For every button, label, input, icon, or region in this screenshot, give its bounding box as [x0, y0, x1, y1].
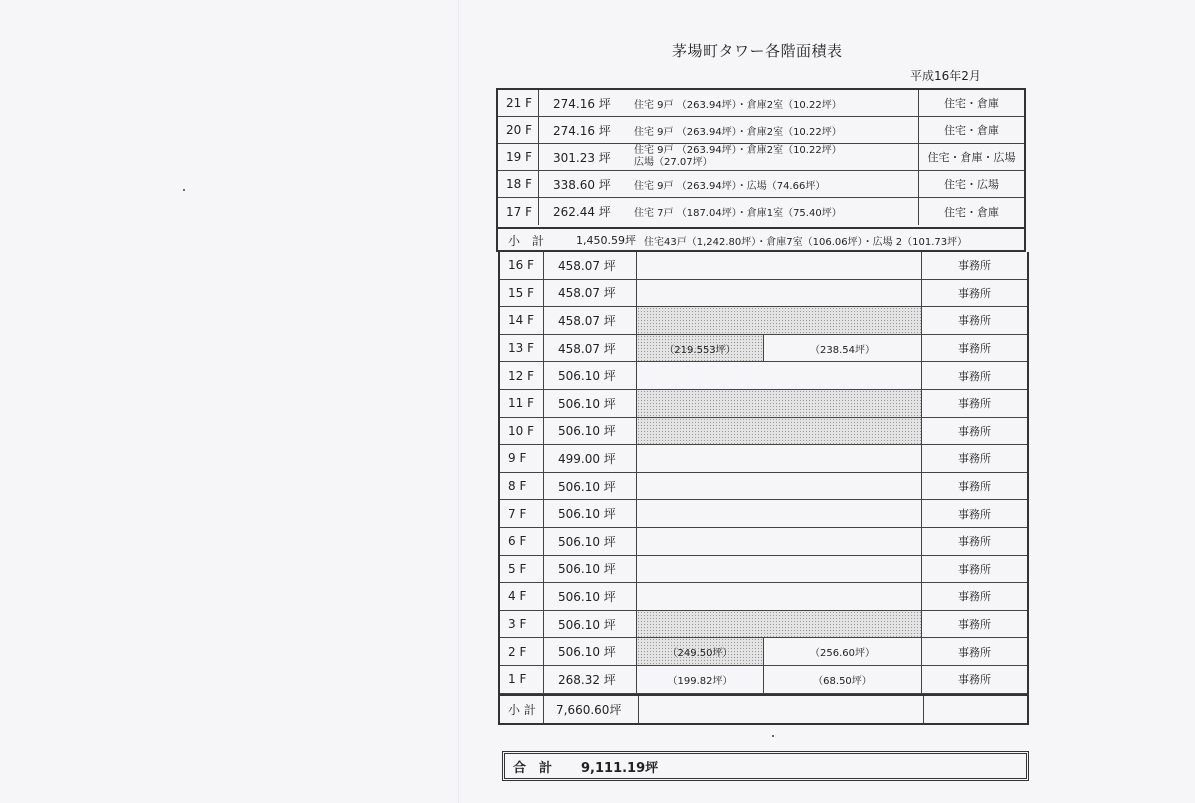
split-left-area: （199.82坪）: [636, 666, 763, 693]
floor-area: 506.10 坪: [543, 418, 636, 445]
floor-row: [500, 556, 1027, 584]
floor-row: [500, 418, 1027, 446]
floor-use: 事務所: [921, 473, 1027, 500]
floor-use: 住宅・倉庫: [918, 198, 1024, 225]
floor-use: 住宅・倉庫: [918, 117, 1024, 143]
floor-area: 506.10 坪: [543, 583, 636, 610]
floor-label: 6 F: [508, 534, 527, 549]
floor-use: 事務所: [921, 445, 1027, 472]
floor-area: 499.00 坪: [543, 445, 636, 472]
floor-description: 住宅 7戸 （187.04坪）・倉庫1室（75.40坪）: [634, 208, 842, 219]
floor-label: 4 F: [508, 589, 527, 604]
floor-plan-band: [636, 390, 921, 417]
floor-use: 住宅・倉庫・広場: [918, 144, 1024, 170]
floor-label: 20 F: [506, 123, 532, 137]
floor-row: [500, 445, 1027, 473]
floor-label: 5 F: [508, 561, 527, 576]
floor-description-line1: 住宅 9戸 （263.94坪）・倉庫2室（10.22坪）: [634, 145, 842, 156]
grand-total-area: 9,111.19坪: [581, 760, 659, 776]
floor-label: 3 F: [508, 617, 527, 632]
floor-use: 事務所: [921, 280, 1027, 307]
subtotal-office-blank: [638, 696, 923, 723]
floor-row: [500, 666, 1027, 694]
floor-row: [500, 638, 1027, 666]
subtotal-office-area: 7,660.60坪: [543, 696, 638, 723]
floor-description-line2: 広場（27.07坪）: [634, 157, 713, 168]
floor-use: 事務所: [921, 390, 1027, 417]
floor-row: [498, 144, 1024, 171]
subtotal-office-row: [500, 694, 1027, 723]
split-left-area: （219.553坪）: [636, 335, 763, 362]
split-right-area: （238.54坪）: [763, 335, 921, 362]
floor-area: 506.10 坪: [543, 390, 636, 417]
floor-row: [500, 335, 1027, 363]
floor-area: 506.10 坪: [543, 500, 636, 527]
floor-row: [500, 252, 1027, 280]
floor-label: 2 F: [508, 644, 527, 659]
floor-area: 506.10 坪: [543, 473, 636, 500]
floor-area: 274.16 坪: [538, 90, 626, 116]
floor-area: 458.07 坪: [543, 280, 636, 307]
floor-row: [500, 500, 1027, 528]
floor-row: [500, 528, 1027, 556]
floor-row: [500, 362, 1027, 390]
floor-label: 11 F: [508, 396, 534, 411]
floor-label: 13 F: [508, 341, 534, 356]
floor-row: [500, 280, 1027, 308]
speck: [183, 189, 185, 191]
floor-plan-band: [636, 362, 921, 389]
floor-plan-band: [636, 583, 921, 610]
grand-total-box: [502, 751, 1029, 781]
floor-row: [500, 390, 1027, 418]
grand-total-label: 合 計: [513, 760, 553, 776]
split-right-area: （68.50坪）: [763, 666, 921, 693]
floor-use: 事務所: [921, 666, 1027, 693]
floor-use: 事務所: [921, 611, 1027, 638]
floor-plan-band: [636, 556, 921, 583]
floor-use: 事務所: [921, 638, 1027, 665]
floor-area: 274.16 坪: [538, 117, 626, 143]
split-left-area: （249.50坪）: [636, 638, 763, 665]
floor-row: [498, 90, 1024, 117]
floor-label: 19 F: [506, 150, 532, 164]
floor-area: 458.07 坪: [543, 307, 636, 334]
floor-row: [500, 611, 1027, 639]
floor-use: 事務所: [921, 335, 1027, 362]
floor-description: 住宅 9戸 （263.94坪）・倉庫2室（10.22坪）: [634, 99, 842, 111]
floor-row: [498, 117, 1024, 144]
upper-floors-table: [496, 88, 1026, 252]
floor-plan-band: [636, 418, 921, 445]
floor-use: 事務所: [921, 583, 1027, 610]
floor-label: 7 F: [508, 506, 527, 521]
floor-use: 事務所: [921, 500, 1027, 527]
floor-plan-band: [636, 611, 921, 638]
subtotal-area: 1,450.59坪: [576, 234, 636, 247]
page-fold: [458, 0, 460, 803]
floor-area: 506.10 坪: [543, 611, 636, 638]
floor-use: 事務所: [921, 528, 1027, 555]
floor-row: [498, 198, 1024, 225]
floor-area: 458.07 坪: [543, 252, 636, 279]
office-floors-table: [498, 252, 1029, 725]
floor-use: 事務所: [921, 307, 1027, 334]
floor-row: [500, 583, 1027, 611]
floor-area: 268.32 坪: [543, 666, 636, 693]
floor-plan-band: [636, 307, 921, 334]
floor-label: 16 F: [508, 258, 534, 273]
floor-area: 506.10 坪: [543, 528, 636, 555]
floor-label: 10 F: [508, 423, 534, 438]
floor-row: [500, 473, 1027, 501]
floor-area: 506.10 坪: [543, 638, 636, 665]
floor-area: 338.60 坪: [538, 171, 626, 197]
floor-label: 9 F: [508, 451, 527, 466]
floor-use: 住宅・倉庫: [918, 90, 1024, 116]
floor-row: [500, 307, 1027, 335]
floor-label: 8 F: [508, 479, 527, 494]
split-right-area: （256.60坪）: [763, 638, 921, 665]
subtotal-office-label: 小 計: [508, 703, 536, 717]
subtotal-residential-row: [498, 227, 1024, 251]
floor-plan-band: [636, 252, 921, 279]
document-title: 茅場町タワー各階面積表: [672, 42, 843, 60]
floor-plan-band: [636, 528, 921, 555]
floor-use: 事務所: [921, 252, 1027, 279]
floor-plan-band: [636, 445, 921, 472]
floor-area: 506.10 坪: [543, 362, 636, 389]
floor-label: 21 F: [506, 96, 532, 110]
floor-plan-band: [636, 473, 921, 500]
floor-description: 住宅 9戸 （263.94坪）・倉庫2室（10.22坪）: [634, 126, 842, 138]
subtotal-desc: 住宅43戸（1,242.80坪）・倉庫7室（106.06坪）・広場 2（101.73坪）: [644, 236, 968, 248]
floor-plan-band: [636, 500, 921, 527]
subtotal-label: 小 計: [508, 233, 545, 248]
floor-area: 262.44 坪: [538, 198, 626, 225]
floor-label: 1 F: [508, 672, 527, 687]
subtotal-office-use-blank: [923, 696, 1027, 723]
floor-area: 458.07 坪: [543, 335, 636, 362]
floor-label: 12 F: [508, 368, 534, 383]
floor-use: 事務所: [921, 418, 1027, 445]
floor-label: 14 F: [508, 313, 534, 328]
floor-description: [626, 144, 916, 170]
floor-row: [498, 171, 1024, 198]
floor-label: 18 F: [506, 177, 532, 191]
floor-use: 住宅・広場: [918, 171, 1024, 197]
speck: [772, 735, 774, 737]
floor-area: 301.23 坪: [538, 144, 626, 170]
document-date: 平成16年2月: [910, 69, 981, 83]
floor-label: 15 F: [508, 285, 534, 300]
floor-description: 住宅 9戸 （263.94坪）・広場（74.66坪）: [634, 180, 826, 192]
floor-label: 17 F: [506, 204, 532, 219]
floor-use: 事務所: [921, 362, 1027, 389]
floor-use: 事務所: [921, 556, 1027, 583]
floor-area: 506.10 坪: [543, 556, 636, 583]
floor-plan-band: [636, 280, 921, 307]
